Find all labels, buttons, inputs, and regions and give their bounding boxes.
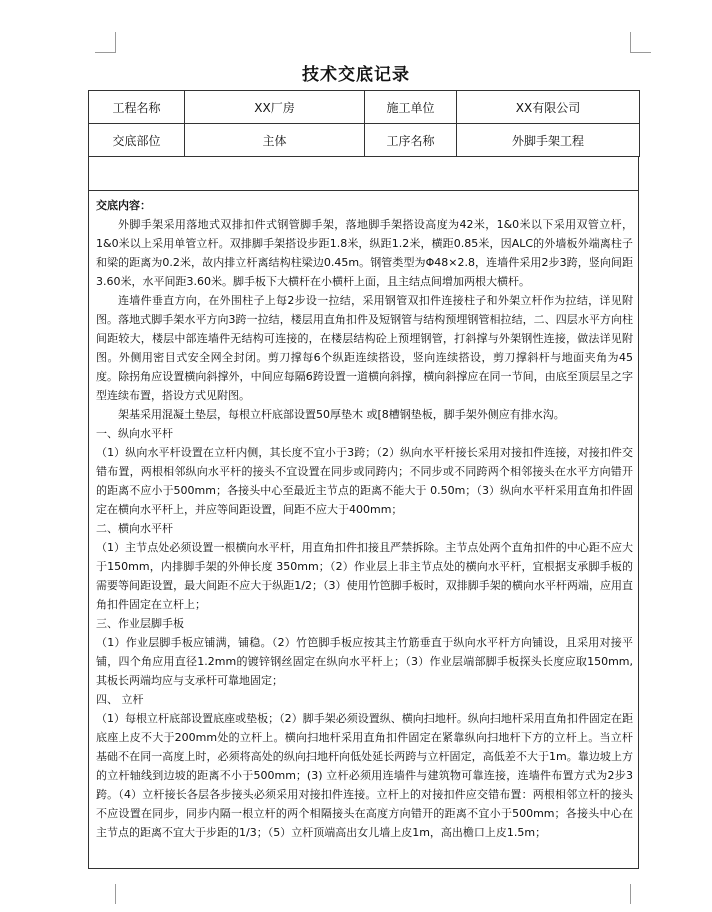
handover-part-label: 交底部位 [89, 124, 185, 157]
section-title-longitudinal-bar: 一、纵向水平杆 [96, 427, 173, 440]
section-text-transverse-bar: （1）主节点处必须设置一根横向水平杆，用直角扣件扣接且严禁拆除。主节点处两个直角扣件的中心距不应大于150mm，内排脚手架的外伸长度 350mm；（2）作业层上非主节点处的横向水平杆，宜根据支承脚手板的需要等间距设置，最大间距不应大于纵距1/2；（3）使用竹笆脚手板时，双排脚手架的横向水平杆两端，应用直角扣件固定在立杆上； [96, 541, 633, 611]
section-text-longitudinal-bar: （1）纵向水平杆设置在立杆内侧，其长度不宜小于3跨；（2）纵向水平杆接长采用对接扣件连接，对接扣件交错布置，两根相邻纵向水平杆的接头不宜设置在同步或同跨内；不同步或不同跨两个相邻接头在水平方向错开的距离不应小于500mm；各接头中心至最近主节点的距离不能大于 0.50m；（3）纵向水平杆采用直角扣件固定在横向水平杆上，并应等间距设置，间距不应大于400mm； [96, 446, 633, 516]
section-title-upright-pole: 四、 立杆 [96, 693, 144, 706]
crop-mark-bottom-left [95, 884, 116, 904]
process-name-label: 工序名称 [365, 124, 457, 157]
header-table [88, 90, 640, 157]
section-text-scaffold-board: （1）作业层脚手板应铺满，铺稳。（2）竹笆脚手板应按其主竹筋垂直于纵向水平杆方向铺设，且采用对接平铺，四个角应用直径1.2mm的镀锌钢丝固定在纵向水平杆上；（3）作业层端部脚手板探头长度应取150mm,其板长两端均应与支承杆可靠地固定； [96, 636, 633, 687]
section-title-transverse-bar: 二、横向水平杆 [96, 522, 173, 535]
construction-unit-value: XX有限公司 [457, 91, 640, 124]
process-name-value: 外脚手架工程 [457, 124, 640, 157]
crop-mark-top-right [630, 32, 651, 53]
content-paragraph: 连墙件垂直方向，在外围柱子上每2步设一拉结，采用钢管双扣件连接柱子和外架立杆作为拉结，详见附图。落地式脚手架水平方向3跨一拉结，楼层用直角扣件及短钢管与结构预埋钢管相拉结，二、四层水平方向柱间距较大，楼层中部连墙件无结构可连接的，在楼层结构砼上预埋钢管，打斜撑与外架钢性连接，做法详见附图。外侧用密目式安全网全封闭。剪刀撑每6个纵距连续搭设，竖向连续搭设，剪刀撑斜杆与地面夹角为45度。除拐角应设置横向斜撑外，中间应每隔6跨设置一道横向斜撑，横向斜撑应在同一节间，由底至顶层呈之字型连续布置，搭设方式见附图。 [96, 294, 633, 402]
section-title-scaffold-board: 三、作业层脚手板 [96, 617, 184, 630]
crop-mark-bottom-right [630, 884, 651, 904]
handover-content [88, 191, 639, 869]
header-row-2 [89, 124, 640, 157]
project-name-value: XX厂房 [185, 91, 365, 124]
section-text-upright-pole: （1）每根立杆底部设置底座或垫板；（2）脚手架必须设置纵、横向扫地杆。纵向扫地杆采用直角扣件固定在距底座上皮不大于200mm处的立杆上。横向扫地杆采用直角扣件固定在紧靠纵向扫地杆下方的立杆上。当立杆基础不在同一高度上时，必须将高处的纵向扫地杆向低处延长两跨与立杆固定，高低差不大于1m。靠边坡上方的立杆轴线到边坡的距离不小于500mm；(3) 立杆必须用连墙件与建筑物可靠连接，连墙件布置方式为2步3跨。（4）立杆接长各层各步接头必须采用对接扣件连接。立杆上的对接扣件应交错布置：两根相邻立杆的接头不应设置在同步，同步内隔一根立杆的两个相隔接头在高度方向错开的距离不宜小于500mm；各接头中心在主节点的距离不宜大于步距的1/3；（5）立杆顶端高出女儿墙上皮1m，高出檐口上皮1.5m； [96, 712, 633, 839]
content-heading: 交底内容： [96, 199, 151, 212]
blank-row [88, 157, 639, 191]
content-paragraph: 架基采用混凝土垫层，每根立杆底部设置50厚垫木 或[8槽钢垫板，脚手架外侧应有排水沟。 [118, 408, 565, 421]
handover-part-value: 主体 [185, 124, 365, 157]
header-row-1 [89, 91, 640, 124]
crop-mark-top-left [95, 32, 116, 53]
document-title: 技术交底记录 [302, 65, 410, 85]
record-sheet [88, 90, 639, 869]
construction-unit-label: 施工单位 [365, 91, 457, 124]
content-paragraph: 外脚手架采用落地式双排扣件式钢管脚手架，落地脚手架搭设高度为42米，1&0米以下采用双管立杆，1&0米以上采用单管立杆。双排脚手架搭设步距1.8米，纵距1.2米，横距0.85米，因ALC的外墙板外端离柱子和梁的距离为0.2米，故内排立杆离结构柱梁边0.45m。钢管类型为Φ48×2.8，连墙件采用2步3跨，竖向间距3.60米，水平间距3.60米。脚手板下大横杆在小横杆上面，且主结点间增加两根大横杆。 [96, 218, 633, 288]
project-name-label: 工程名称 [89, 91, 185, 124]
